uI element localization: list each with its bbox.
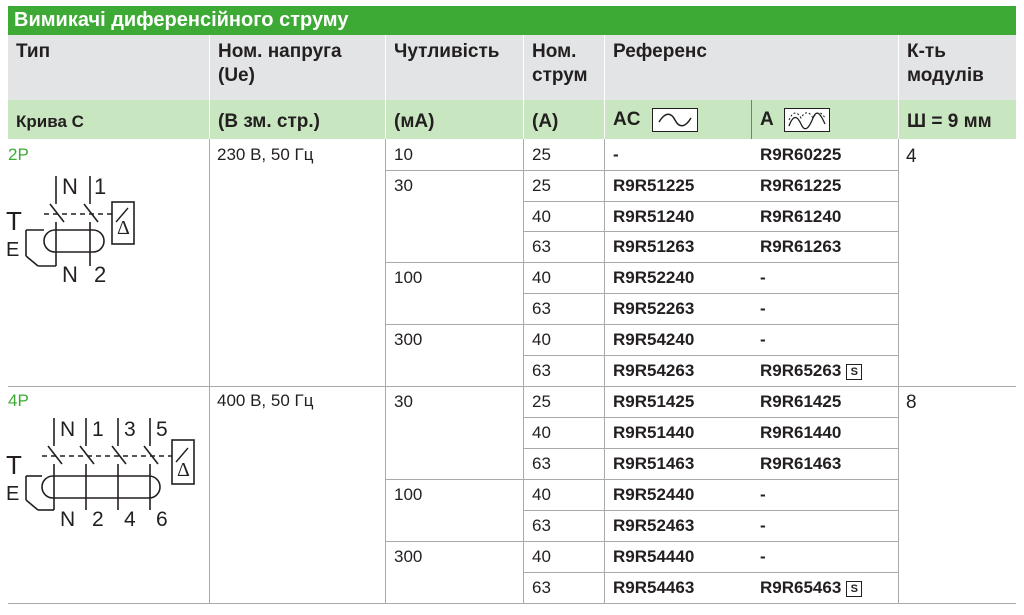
reference-ac-cell: - <box>613 145 619 164</box>
table-bottom-border <box>8 603 1016 604</box>
reference-a-text: - <box>760 485 766 504</box>
reference-a-text: - <box>760 516 766 535</box>
current-cell: 63 <box>532 299 551 318</box>
current-cell: 40 <box>532 268 551 287</box>
row-divider <box>524 541 899 542</box>
current-cell: 63 <box>532 237 551 256</box>
reference-a-cell <box>760 145 841 165</box>
column-divider <box>898 139 899 603</box>
sensitivity-cell: 100 <box>394 268 423 287</box>
subheader-sensitivity <box>386 100 523 139</box>
subheader-type-label: Крива С <box>16 112 84 131</box>
terminal-n-bottom-4p: N <box>60 508 76 531</box>
type-label-4p: 4P <box>8 391 29 410</box>
circuit-diagram-2p <box>4 170 154 290</box>
reference-a-cell <box>760 392 841 412</box>
reference-a-text: R9R61240 <box>760 207 842 226</box>
terminal-5-top-4p: 5 <box>156 418 168 441</box>
subheader-ac-a-separator <box>751 100 752 139</box>
row-divider <box>524 572 899 573</box>
current-cell: 25 <box>532 176 551 195</box>
current-cell: 63 <box>532 516 551 535</box>
reference-a-cell <box>760 516 766 536</box>
reference-a-cell <box>760 578 862 598</box>
modules-4p: 8 <box>906 392 917 413</box>
header-modules-label: К-ть модулів <box>907 41 984 86</box>
row-divider <box>524 417 899 418</box>
reference-ac-cell: R9R52463 <box>613 516 695 535</box>
column-divider <box>604 139 605 603</box>
header-voltage-label: Ном. напруга (Ue) <box>218 41 342 86</box>
reference-a-text: R9R65263 <box>760 361 842 380</box>
current-cell: 63 <box>532 578 551 597</box>
reference-ac-cell: R9R54440 <box>613 547 695 566</box>
terminal-n-bottom: N <box>62 262 78 287</box>
reference-a-text: R9R61440 <box>760 423 842 442</box>
reference-ac-cell: R9R51463 <box>613 454 695 473</box>
s-type-badge: S <box>846 581 862 597</box>
row-divider <box>524 510 899 511</box>
reference-a-cell <box>760 268 766 288</box>
test-label-4p: T <box>6 450 22 480</box>
current-cell: 40 <box>532 207 551 226</box>
current-cell: 63 <box>532 361 551 380</box>
row-divider <box>524 355 899 356</box>
sensitivity-divider <box>386 324 524 325</box>
reference-ac-cell: R9R54263 <box>613 361 695 380</box>
current-cell: 40 <box>532 423 551 442</box>
reference-ac-cell: R9R52440 <box>613 485 695 504</box>
reference-a-cell <box>760 454 841 474</box>
reference-a-text: R9R61263 <box>760 237 842 256</box>
row-divider <box>524 448 899 449</box>
reference-ac-cell: R9R54240 <box>613 330 695 349</box>
row-divider <box>524 293 899 294</box>
reference-a-cell <box>760 423 841 443</box>
sensitivity-cell: 100 <box>394 485 423 504</box>
reference-a-cell <box>760 207 841 227</box>
subheader-voltage-label: (В зм. стр.) <box>218 111 320 132</box>
subheader-ac-label: AC <box>613 109 641 131</box>
subheader-ac <box>605 100 751 139</box>
row-divider <box>524 324 899 325</box>
column-divider <box>209 139 210 603</box>
subheader-current <box>524 100 604 139</box>
terminal-2-bottom-4p: 2 <box>92 508 104 531</box>
header-current-label: Ном. струм <box>532 41 588 86</box>
reference-ac-cell: R9R51440 <box>613 423 695 442</box>
voltage-2p: 230 В, 50 Гц <box>217 145 314 164</box>
s-type-badge: S <box>846 364 862 380</box>
row-divider <box>524 170 899 171</box>
reference-a-text: R9R65463 <box>760 578 842 597</box>
sensitivity-cell: 10 <box>394 145 413 164</box>
current-cell: 25 <box>532 145 551 164</box>
reference-a-text: - <box>760 299 766 318</box>
reference-a-text: R9R61425 <box>760 392 842 411</box>
type-label-2p: 2P <box>8 145 29 164</box>
svg-text:Δ: Δ <box>117 217 130 239</box>
terminal-6-bottom-4p: 6 <box>156 508 168 531</box>
reference-a-cell <box>760 176 841 196</box>
group-divider <box>8 386 1016 387</box>
sensitivity-cell: 300 <box>394 330 423 349</box>
test-label: T <box>6 206 22 236</box>
subheader-a-label: A <box>760 109 774 131</box>
reference-a-cell <box>760 237 841 257</box>
reference-a-text: - <box>760 330 766 349</box>
earth-label: E <box>6 239 20 261</box>
subheader-current-label: (А) <box>532 111 559 132</box>
pulsating-wave-icon <box>784 108 830 132</box>
sensitivity-divider <box>386 541 524 542</box>
ac-wave-icon <box>652 108 698 132</box>
row-divider <box>524 479 899 480</box>
reference-a-text: - <box>760 547 766 566</box>
reference-ac-cell: R9R51425 <box>613 392 695 411</box>
row-divider <box>524 262 899 263</box>
terminal-1-top: 1 <box>94 174 107 199</box>
reference-ac-cell: R9R51263 <box>613 237 695 256</box>
current-cell: 40 <box>532 330 551 349</box>
header-voltage <box>210 35 385 100</box>
column-divider <box>523 139 524 603</box>
sensitivity-cell: 30 <box>394 176 413 195</box>
earth-label-4p: E <box>6 483 20 505</box>
subheader-modules <box>899 100 1016 139</box>
current-cell: 40 <box>532 485 551 504</box>
terminal-4-bottom-4p: 4 <box>124 508 136 531</box>
header-modules <box>899 35 1016 100</box>
reference-a-cell <box>760 330 766 350</box>
header-type-label: Тип <box>16 41 51 62</box>
modules-2p: 4 <box>906 146 917 167</box>
reference-a-text: R9R61463 <box>760 454 842 473</box>
subheader-sensitivity-label: (мА) <box>394 111 435 132</box>
header-type <box>8 35 209 100</box>
reference-ac-cell: R9R51240 <box>613 207 695 226</box>
reference-ac-cell: R9R54463 <box>613 578 695 597</box>
header-sensitivity <box>386 35 523 100</box>
column-divider <box>385 139 386 603</box>
reference-a-cell <box>760 361 862 381</box>
reference-ac-cell: R9R52240 <box>613 268 695 287</box>
current-cell: 40 <box>532 547 551 566</box>
reference-a-cell <box>760 547 766 567</box>
reference-a-text: - <box>760 268 766 287</box>
voltage-4p: 400 В, 50 Гц <box>217 391 314 410</box>
header-reference <box>605 35 898 100</box>
reference-a-text: R9R61225 <box>760 176 842 195</box>
header-reference-label: Референс <box>613 41 707 62</box>
reference-ac-cell: R9R51225 <box>613 176 695 195</box>
terminal-2-bottom: 2 <box>94 262 107 287</box>
reference-a-text: R9R60225 <box>760 145 842 164</box>
row-divider <box>524 201 899 202</box>
current-cell: 63 <box>532 454 551 473</box>
terminal-3-top-4p: 3 <box>124 418 136 441</box>
header-sensitivity-label: Чутливість <box>394 41 500 62</box>
subheader-a <box>752 100 898 139</box>
svg-text:Δ: Δ <box>177 459 190 481</box>
sensitivity-cell: 300 <box>394 547 423 566</box>
subheader-modules-label: Ш = 9 мм <box>907 111 992 132</box>
sensitivity-divider <box>386 170 524 171</box>
reference-a-cell <box>760 299 766 319</box>
circuit-diagram-4p <box>4 414 209 532</box>
terminal-1-top-4p: 1 <box>92 418 104 441</box>
table-title: Вимикачі диференсійного струму <box>8 6 1016 35</box>
reference-a-cell <box>760 485 766 505</box>
header-current <box>524 35 604 100</box>
row-divider <box>524 231 899 232</box>
subheader-voltage <box>210 100 385 139</box>
terminal-n-top: N <box>62 174 78 199</box>
sensitivity-cell: 30 <box>394 392 413 411</box>
current-cell: 25 <box>532 392 551 411</box>
sensitivity-divider <box>386 479 524 480</box>
sensitivity-divider <box>386 262 524 263</box>
reference-ac-cell: R9R52263 <box>613 299 695 318</box>
terminal-n-top-4p: N <box>60 418 76 441</box>
subheader-type <box>8 100 209 139</box>
